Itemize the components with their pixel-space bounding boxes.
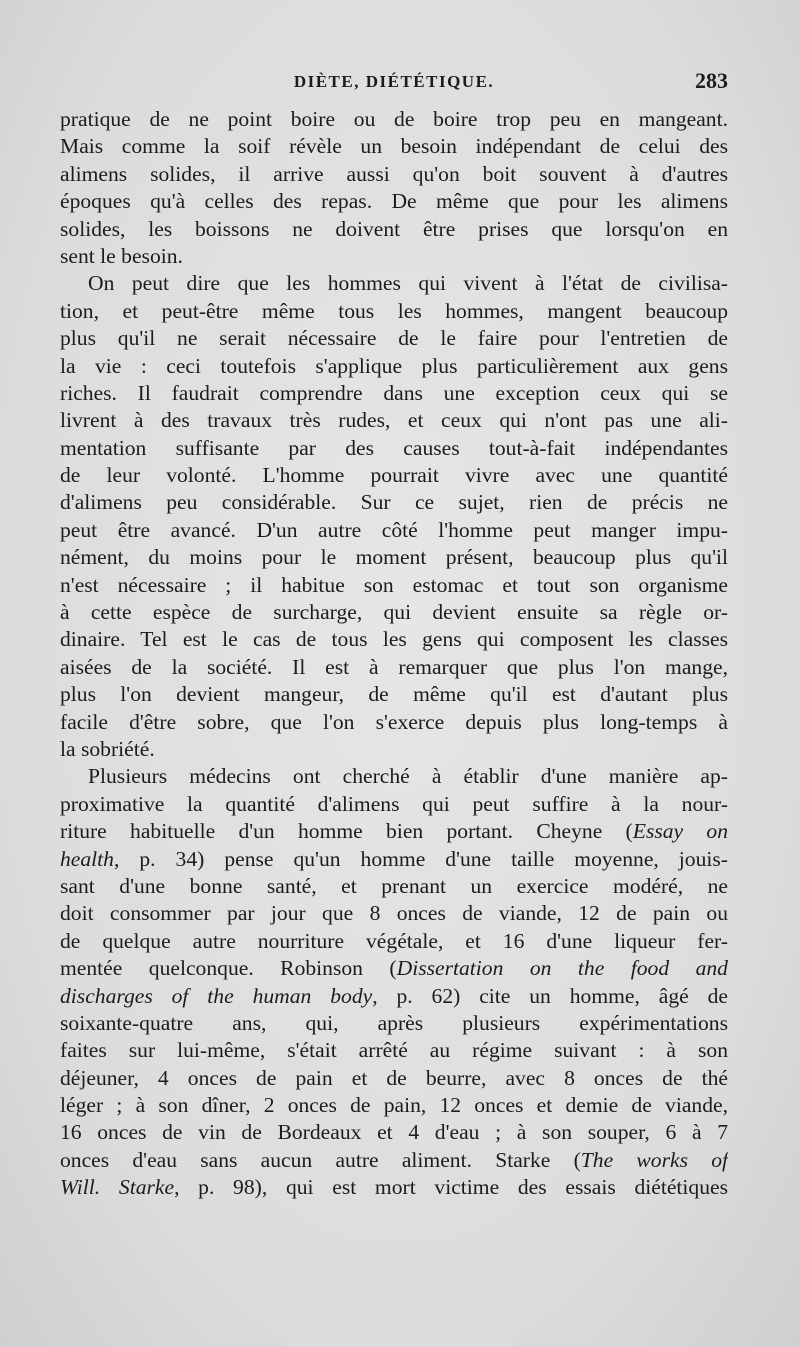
- page-number: 283: [695, 68, 728, 93]
- text-line: [60, 873, 728, 900]
- text-line: [60, 654, 728, 681]
- text-line: [60, 1147, 728, 1174]
- text-run: solides, les boissons ne doivent être prises que lorsqu'on en: [60, 216, 728, 241]
- text-line: [60, 517, 728, 544]
- paragraph: [60, 106, 728, 270]
- text-line: [60, 298, 728, 325]
- text-line: [60, 1010, 728, 1037]
- text-run: Mais comme la soif révèle un besoin indépendant de celui des: [60, 134, 728, 159]
- running-title: DIÈTE, DIÉTÉTIQUE.: [293, 72, 495, 91]
- text-run: peut être avancé. D'un autre côté l'homme peut manger impu-: [60, 517, 728, 542]
- text-line: [60, 955, 728, 982]
- text-line: [60, 900, 728, 927]
- text-run: n'est nécessaire ; il habitue son estomac et tout son organisme: [60, 572, 728, 597]
- text-line: [60, 325, 728, 352]
- text-run: riture habituelle d'un homme bien portant. Cheyne (: [60, 819, 633, 844]
- text-line: [60, 763, 728, 790]
- text-line: [60, 1092, 728, 1119]
- text-run: faites sur lui-même, s'était arrêté au régime suivant : à son: [60, 1038, 728, 1063]
- text-run: la vie : ceci toutefois s'applique plus particulièrement aux gens: [60, 353, 728, 378]
- text-line: [60, 462, 728, 489]
- citation-title: Will. Starke: [60, 1175, 175, 1200]
- text-run: Plusieurs médecins ont cherché à établir d'une manière ap-: [88, 764, 728, 789]
- body-text: [60, 106, 728, 1202]
- text-run: dinaire. Tel est le cas de tous les gens qui composent les classes: [60, 627, 728, 652]
- text-line: [60, 1037, 728, 1064]
- text-run: époques qu'à celles des repas. De même que pour les alimens: [60, 189, 728, 214]
- text-run: onces d'eau sans aucun autre aliment. Starke (: [60, 1147, 581, 1172]
- text-run: tion, et peut-être même tous les hommes, mangent beaucoup: [60, 298, 728, 323]
- text-run: aisées de la société. Il est à remarquer que plus l'on mange,: [60, 654, 728, 679]
- text-run: léger ; à son dîner, 2 onces de pain, 12 onces et demie de viande,: [60, 1093, 728, 1118]
- text-line: [60, 818, 728, 845]
- citation-title: health: [60, 846, 114, 871]
- paragraph: [60, 270, 728, 763]
- text-run: On peut dire que les hommes qui vivent à l'état de civilisa-: [88, 271, 728, 296]
- text-line: [60, 407, 728, 434]
- citation-title: discharges of the human body: [60, 983, 373, 1008]
- text-run: livrent à des travaux très rudes, et ceux qui n'ont pas une ali-: [60, 408, 728, 433]
- text-line: [60, 1065, 728, 1092]
- text-line: [60, 435, 728, 462]
- text-run: à cette espèce de surcharge, qui devient ensuite sa règle or-: [60, 600, 728, 625]
- text-line: [60, 599, 728, 626]
- text-line: [60, 270, 728, 297]
- citation-title: Essay on: [632, 819, 728, 844]
- text-run: facile d'être sobre, que l'on s'exerce depuis plus long-temps à: [60, 709, 728, 734]
- text-run: alimens solides, il arrive aussi qu'on boit souvent à d'autres: [60, 161, 728, 186]
- page-header: [60, 68, 728, 102]
- text-line: [60, 983, 728, 1010]
- text-line: [60, 572, 728, 599]
- text-run: mentée quelconque. Robinson (: [60, 956, 397, 981]
- text-run: de quelque autre nourriture végétale, et 16 d'une liqueur fer-: [60, 928, 728, 953]
- text-run: plus l'on devient mangeur, de même qu'il est d'autant plus: [60, 682, 728, 707]
- text-run: plus qu'il ne serait nécessaire de le faire pour l'entretien de: [60, 326, 728, 351]
- text-run: pratique de ne point boire ou de boire trop peu en mangeant.: [60, 107, 728, 131]
- citation-title: The works of: [580, 1147, 728, 1172]
- text-run: doit consommer par jour que 8 onces de viande, 12 de pain ou: [60, 901, 728, 926]
- text-run: déjeuner, 4 onces de pain et de beurre, avec 8 onces de thé: [60, 1065, 728, 1090]
- text-run: soixante-quatre ans, qui, après plusieurs expérimentations: [60, 1010, 728, 1035]
- text-line: [60, 928, 728, 955]
- text-line: [60, 489, 728, 516]
- text-run: mentation suffisante par des causes tout-à-fait indépendantes: [60, 435, 728, 460]
- text-run: sent le besoin.: [60, 243, 183, 268]
- text-run: riches. Il faudrait comprendre dans une exception ceux qui se: [60, 380, 728, 405]
- text-run: proximative la quantité d'alimens qui peut suffire à la nour-: [60, 791, 728, 816]
- text-line: [60, 1119, 728, 1146]
- text-line: [60, 133, 728, 160]
- text-run: , p. 98), qui est mort victime des essais diététiques: [174, 1175, 728, 1200]
- text-run: , p. 34) pense qu'un homme d'une taille moyenne, jouis-: [113, 846, 728, 871]
- paragraph: [60, 763, 728, 1201]
- text-line: [60, 161, 728, 188]
- citation-title: Dissertation on the food and: [396, 956, 728, 981]
- text-line: [60, 243, 728, 270]
- text-line: [60, 353, 728, 380]
- text-line: [60, 216, 728, 243]
- text-line: [60, 188, 728, 215]
- text-run: la sobriété.: [60, 736, 155, 761]
- text-run: nément, du moins pour le moment présent, beaucoup plus qu'il: [60, 545, 728, 570]
- text-run: sant d'une bonne santé, et prenant un exercice modéré, ne: [60, 873, 728, 898]
- text-line: [60, 736, 728, 763]
- text-run: d'alimens peu considérable. Sur ce sujet, rien de précis ne: [60, 490, 728, 515]
- text-line: [60, 380, 728, 407]
- text-line: [60, 791, 728, 818]
- text-line: [60, 1174, 728, 1201]
- text-line: [60, 544, 728, 571]
- text-run: de leur volonté. L'homme pourrait vivre avec une quantité: [60, 463, 728, 488]
- text-line: [60, 681, 728, 708]
- text-line: [60, 106, 728, 133]
- text-line: [60, 846, 728, 873]
- text-run: , p. 62) cite un homme, âgé de: [372, 983, 728, 1008]
- text-run: 16 onces de vin de Bordeaux et 4 d'eau ; à son souper, 6 à 7: [60, 1120, 728, 1145]
- text-line: [60, 709, 728, 736]
- text-line: [60, 626, 728, 653]
